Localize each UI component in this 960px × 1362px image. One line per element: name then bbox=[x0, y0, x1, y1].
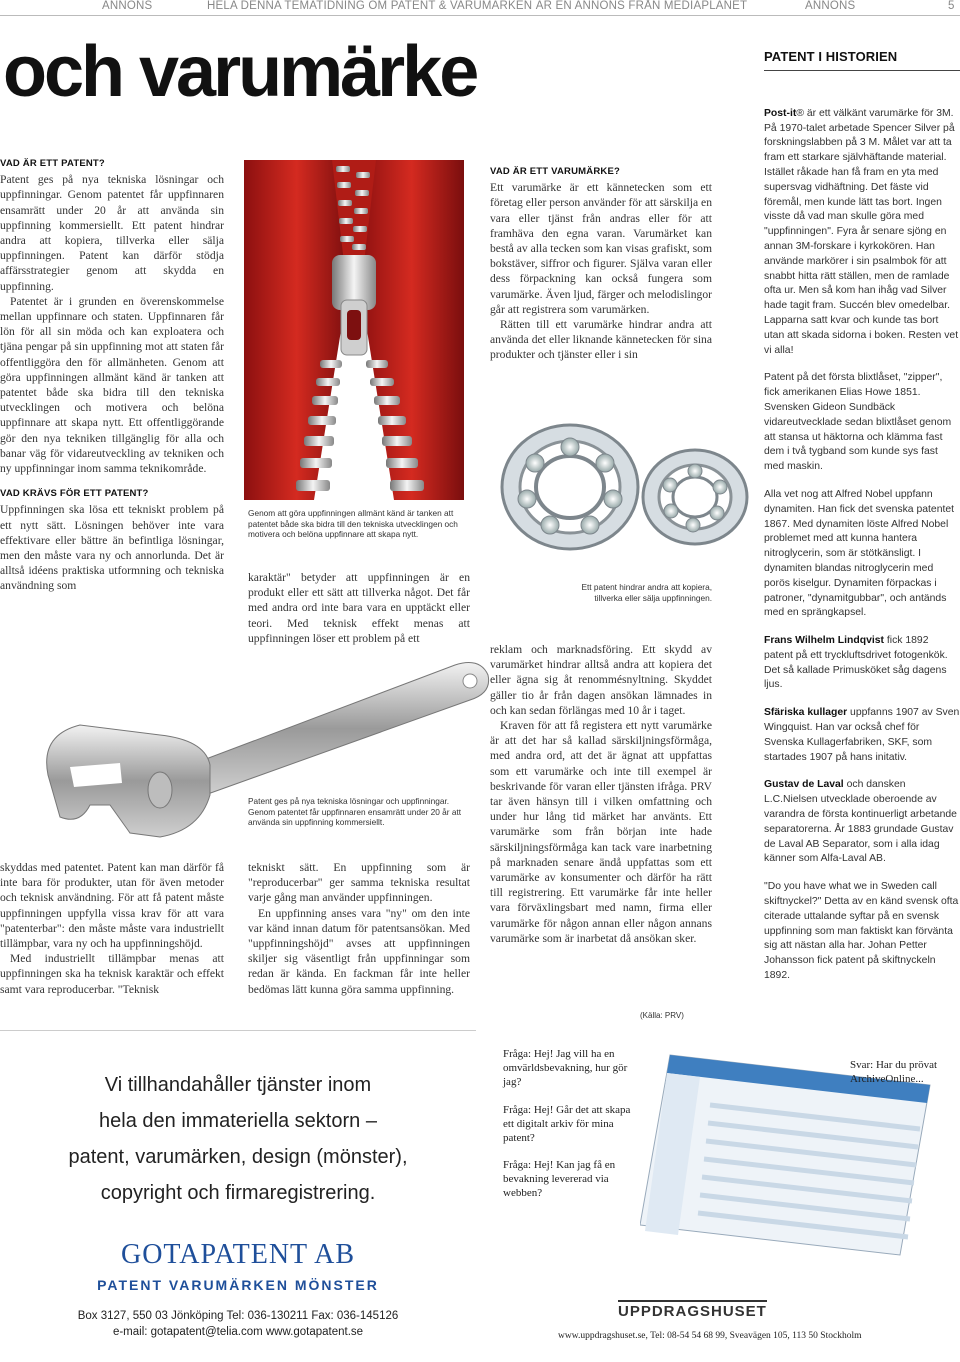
history-sidebar bbox=[764, 50, 960, 997]
history-item: Frans Wilhelm Lindqvist fick 1892 patent på ett tryckluftsdrivet fotogenkök. Det så kallade Primusköket såg dagens ljus. bbox=[764, 635, 948, 691]
paragraph: Rätten till ett varumärke hindrar andra att använda det eller liknande kännetecken för sina produkter och tjänster eller i sin bbox=[490, 318, 712, 362]
heading-vad-ar-patent: VAD ÄR ETT PATENT? bbox=[0, 158, 105, 169]
history-item: Sfäriska kullager uppfanns 1907 av Sven Wingquist. Han var också chef för Svenska Kullagerfabriken, SKF, som startades 1907 på hans initativ. bbox=[764, 707, 960, 763]
uppdragshuset-logo: UPPDRAGSHUSET bbox=[618, 1300, 767, 1320]
paragraph: En uppfinning anses vara "ny" om den inte var känd innan datum för patentsansökan. Med "uppfinningshöjd" avses att uppfinningen skiljer sig väsentligt från uppfinningar som redan är kända. En fackman får inte heller bedömas lätt kunna göra samma uppfinning. bbox=[248, 906, 470, 996]
page-headline: och varumärke bbox=[3, 32, 477, 112]
source-note: (Källa: PRV) bbox=[640, 1011, 684, 1020]
column-1-bottom bbox=[0, 860, 224, 997]
uppdragshuset-ad bbox=[490, 1030, 960, 1362]
top-bar bbox=[0, 0, 960, 16]
history-item: Alla vet nog att Alfred Nobel uppfann dynamiten. Han fick det svenska patentet 1867. Med dynamiten löste Alfred Nobel problemet med att kunna hantera nitroglycerin, som är stötkänsligt. I dynamiten blandas nitroglycerin med porös kiselgur. Dynamiten förpackas i patroner, "dynamitgubbar", och antänds med en sprängkapsel. bbox=[764, 488, 955, 619]
column-2-top bbox=[248, 570, 470, 646]
heading-vad-kravs: VAD KRÄVS FÖR ETT PATENT? bbox=[0, 488, 149, 500]
ad-answer: Svar: Har du prövat ArchiveOnline... bbox=[850, 1059, 938, 1085]
ad-email-web-link[interactable]: e-mail: gotapatent@telia.com www.gotapatent.se bbox=[112, 1326, 364, 1338]
heading-vad-ar-varumarke: VAD ÄR ETT VARUMÄRKE? bbox=[490, 166, 620, 177]
paragraph: Kraven för att få registera ett nytt varumärke är att det har så kallad särskiljningsförmåga, med andra ord, att det är ägnat att uppfattas som ett varumärke och inte till exempel är beskrivande för varan eller tjänsten ifråga. PRV tar även hänsyn till i vilken omfattning och under hur lång tid märket har använts. Ett varumärke som från början inte hade särskiljningsförmåga kan tack vare inarbetning på marknaden senare ändå uppfattas som ett varumärke av konsumenter och därför ha rätt till registrering. Ett varumärke får inte heller vara förväxlingsbart med namn, firma eller varumärke för någon annan eller någon annans varumärke som är inarbetat då ansökan sker. bbox=[490, 719, 712, 945]
paragraph: Ett varumärke är ett kännetecken som ett företag eller person använder för att särskilja en vara eller tjänst från andras eller för att framhäva den egna varan. Varumärket kan bestå av alla tecken som kan visas grafiskt, som bokstäver, siffror och figurer. Själva varan eller dess förpackning kan också fungera som varumärke. Även ljud, färger och melodislingor går att registrera som varumärken. bbox=[490, 181, 712, 316]
column-1-top bbox=[0, 150, 224, 594]
column-3-bottom bbox=[490, 642, 712, 946]
ad-footer-contact[interactable]: www.uppdragshuset.se, Tel: 08-54 54 68 99, Sveavägen 105, 113 50 Stockholm bbox=[558, 1331, 862, 1341]
paragraph: karaktär" betyder att uppfinningen är en produkt eller ett sätt att tillverka något. Det får med andra ord inte bara vara en upptäckt eller teori. Med teknisk effekt menas att uppfinningen löser ett problem på ett bbox=[248, 571, 470, 645]
caption-wrench: Patent ges på nya tekniska lösningar och uppfinningar. Genom patentet får uppfinnaren ensamrätt under 20 år att använda sin uppfinning kommersiellt. bbox=[248, 796, 462, 828]
header-center-text: HELA DENNA TEMATIDNING OM PATENT & VARUMÄRKEN ÄR EN ANNONS FRÅN MEDIAPLANET bbox=[207, 0, 748, 12]
ball-bearings-image bbox=[495, 415, 760, 575]
caption-bearings: Ett patent hindrar andra att kopiera, tillverka eller sälja uppfinningen. bbox=[581, 582, 712, 603]
history-item: Gustav de Laval och dansken L.C.Nielsen utvecklade oberoende av varandra de första kontinuerligt arbetande separatorerna. År 1883 grundade Gustav de Laval AB Separator, som i alla idag känner som Alfa-Laval AB. bbox=[764, 779, 957, 865]
paragraph: Patentet är i grunden en överenskommelse mellan uppfinnare och staten. Uppfinnaren får lön för all sin möda och kan exploatera och tjäna pengar på sin uppfinning mot att staten får offentliggöra den för allmänheten. Genom att göra uppfinningen allmänt känd är tanken att patentet både ska bidra till den tekniska utvecklingen och motivera och belöna uppfinnare att skapa nytt. Ett offentliggörande gör den nya tekniken tillgänglig för alla och banar väg för vidareutveckling av tekniken och ny uppfinningar inom samma teknikområde. bbox=[0, 294, 224, 476]
column-3-top bbox=[490, 158, 712, 363]
page-number: 5 bbox=[948, 0, 955, 12]
header-annons-left: ANNONS bbox=[102, 0, 153, 12]
paragraph: reklam och marknadsföring. Ett skydd av varumärket hindrar alltså andra att kopiera det eller ägna sig åt renommésnyltning. Skyddet gäller tio år från dagen ansökan lämnades in och kan sedan förlängas med 10 år i taget. bbox=[490, 643, 712, 717]
ad-contact: Box 3127, 550 03 Jönköping Tel: 036-130211 Fax: 036-145126 e-mail: gotapatent@telia.com www.gotapatent.se bbox=[0, 1308, 476, 1340]
zipper-image bbox=[244, 160, 464, 500]
history-item: "Do you have what we in Sweden call skiftnyckel?" Detta av en känd svensk ofta citerade uttalande syftar på en svensk uppfinning som man faktiskt kan förvänta sig att nästan alla har. Johan Petter Johansson fick patent på skiftnyckeln 1892. bbox=[764, 881, 959, 982]
paragraph: Patent ges på nya tekniska lösningar och uppfinningar. Genom patentet får uppfinnaren ensamrätt under 20 år att använda sin uppfinning kommersiellt. Ett patent hindrar andra att kopiera, tillverka eller sälja uppfinningen. Patent kan därför stödja affärsstrategier genom att skydda en uppfinning. bbox=[0, 173, 224, 293]
gotapatent-ad bbox=[0, 1030, 476, 1362]
paragraph: Med industriellt tillämpbar menas att uppfinningen ska ha teknisk karaktär och effekt samt vara reproducerbar. "Teknisk bbox=[0, 952, 224, 996]
ad-brand-name: GOTAPATENT AB bbox=[120, 1239, 356, 1270]
column-2-bottom bbox=[248, 860, 470, 997]
sidebar-title: PATENT I HISTORIEN bbox=[764, 50, 960, 71]
history-item: Patent på det första blixtlåset, "zipper", fick amerikanen Elias Howe 1851. Svensken Gideon Sundbäck vidareutvecklade sedan blixtlåset genom att stansa ut häktorna och klämma fast dem i två tygband som kunde sys fast med maskin. bbox=[764, 372, 952, 473]
ad-brand-subtitle: PATENT VARUMÄRKEN MÖNSTER bbox=[97, 1277, 379, 1293]
paragraph: skyddas med patentet. Patent kan man därför få inte bara för produkter, utan för även metoder och teknisk användning. För att få patent måste uppfinningen uppfylla vissa krav för att vara "patenterbar": den måste måste vara industriellt tillämpbar, vara ny och ha uppfinningshöjd. bbox=[0, 861, 224, 951]
ad-question-1: Fråga: Hej! Jag vill ha en omvärldsbevakning, hur gör jag? bbox=[503, 1048, 628, 1088]
history-item: Post-it® är ett välkänt varumärke för 3M. På 1970-talet arbetade Spencer Silver på forskningslabben på 3 M. Målet var att ta fram ett starkare självhäftande material. Istället råkade han få fram en yta med supersvag vidhäftning. Det fäste vid föremål, men kunde lätt tas bort. Ingen visste då vad man skulle göra med "uppfinningen". Fyra år senare sjöng en annan 3M-forskare i kyrkokören. Han använde markörer i sin psalmbok för att snabbt hitta rätt ställen, men de ramlade ofta ur. Men så kom han ihåg vad Silver hade tagit fram. Succén blev omedelbar. Lapparna satt kvar och kunde tas bort utan att skada sidorna i boken. Resten vet vi alla! bbox=[764, 107, 959, 356]
ad-question-2: Fråga: Hej! Går det att skapa ett digitalt arkiv för mina patent? bbox=[503, 1104, 631, 1144]
paragraph: tekniskt sätt. En uppfinning som är "reproducerbar" ger samma tekniska resultat varje gång man använder uppfinningen. bbox=[248, 861, 470, 905]
ad-slogan: Vi tillhandahåller tjänster inom hela den immateriella sektorn – patent, varumärken, design (mönster), copyright och firmaregistrering. bbox=[68, 1074, 408, 1204]
caption-zipper: Genom att göra uppfinningen allmänt känd är tanken att patentet både ska bidra till den tekniska utvecklingen och motivera och belöna uppfinnare att skapa nytt. bbox=[248, 508, 458, 540]
header-annons-right: ANNONS bbox=[805, 0, 856, 12]
ad-question-3: Fråga: Hej! Kan jag få en bevakning levererad via webben? bbox=[503, 1159, 616, 1199]
paragraph: Uppfinningen ska lösa ett tekniskt problem på ett nytt sätt. Lösningen behöver inte vara effektivare eller bättre än befintliga lösningar, men den måste vara ny och annorlunda. Det är alltså idéens praktiska utformning och tekniska användning som bbox=[0, 503, 224, 593]
